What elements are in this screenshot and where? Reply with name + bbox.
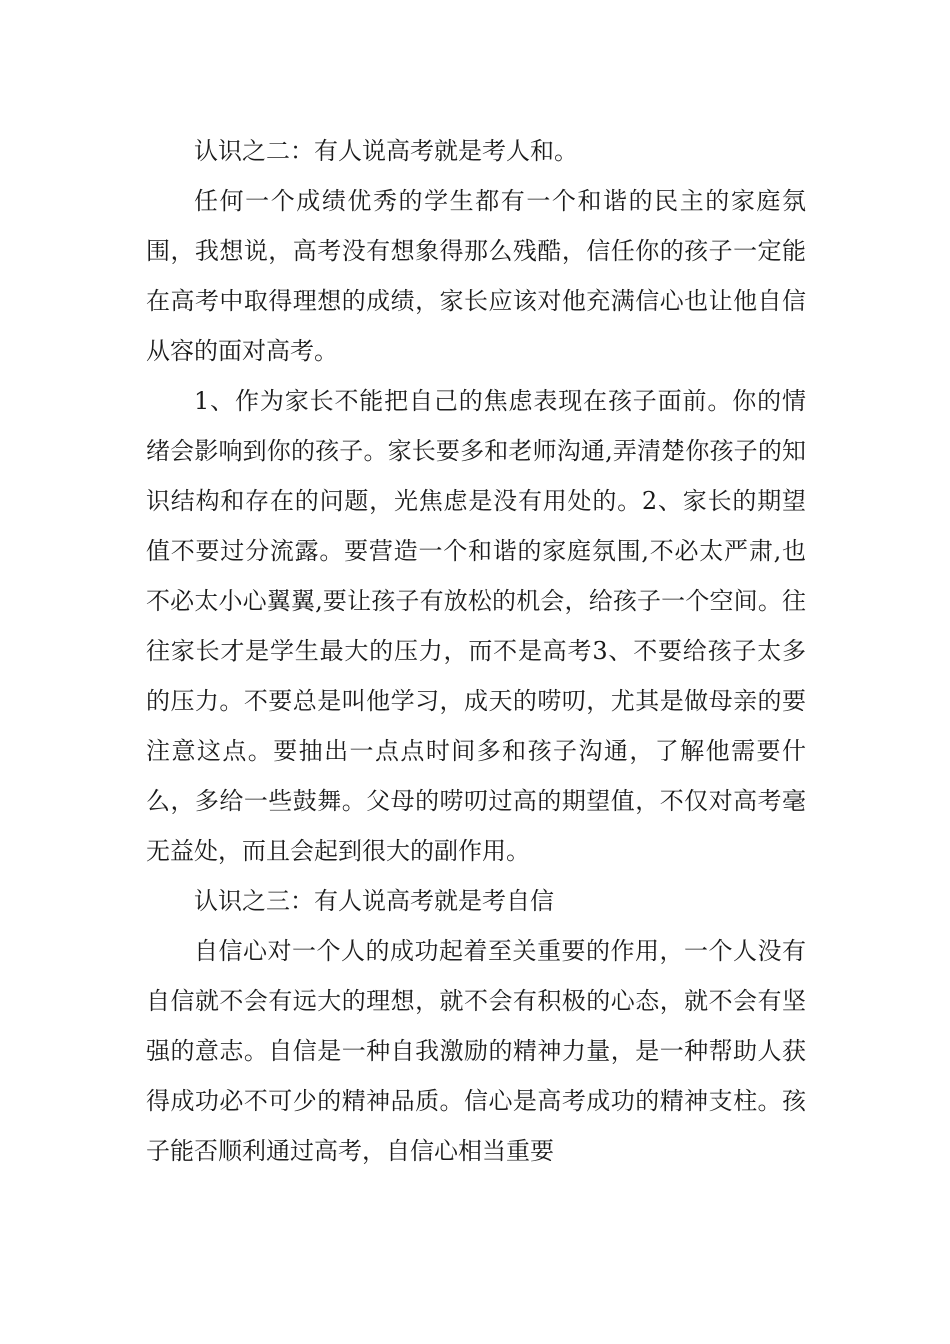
document-page — [146, 126, 806, 1176]
paragraph-confidence: 自信心对一个人的成功起着至关重要的作用，一个人没有自信就不会有远大的理想，就不会有积极的心态，就不会有坚强的意志。自信是一种自我激励的精神力量，是一种帮助人获得成功必不可少的精神品质。信心是高考成功的精神支柱。孩子能否顺利通过高考，自信心相当重要 — [146, 937, 806, 1165]
paragraph-heading-2: 认识之二：有人说高考就是考人和。 — [194, 137, 578, 165]
paragraph-parent-advice: 1、作为家长不能把自己的焦虑表现在孩子面前。你的情绪会影响到你的孩子。家长要多和老师沟通,弄清楚你孩子的知识结构和存在的问题，光焦虑是没有用处的。2、家长的期望值不要过分流露。要营造一个和谐的家庭氛围,不必太严肃,也不必太小心翼翼,要让孩子有放松的机会，给孩子一个空间。往往家长才是学生最大的压力，而不是高考3、不要给孩子太多的压力。不要总是叫他学习，成天的唠叨，尤其是做母亲的要注意这点。要抽出一点点时间多和孩子沟通，了解他需要什么，多给一些鼓舞。父母的唠叨过高的期望值，不仅对高考毫无益处，而且会起到很大的副作用。 — [146, 387, 806, 865]
paragraph-family-atmosphere: 任何一个成绩优秀的学生都有一个和谐的民主的家庭氛围，我想说，高考没有想象得那么残酷，信任你的孩子一定能在高考中取得理想的成绩，家长应该对他充满信心也让他自信从容的面对高考。 — [146, 187, 806, 365]
paragraph-heading-3: 认识之三：有人说高考就是考自信 — [194, 887, 554, 915]
